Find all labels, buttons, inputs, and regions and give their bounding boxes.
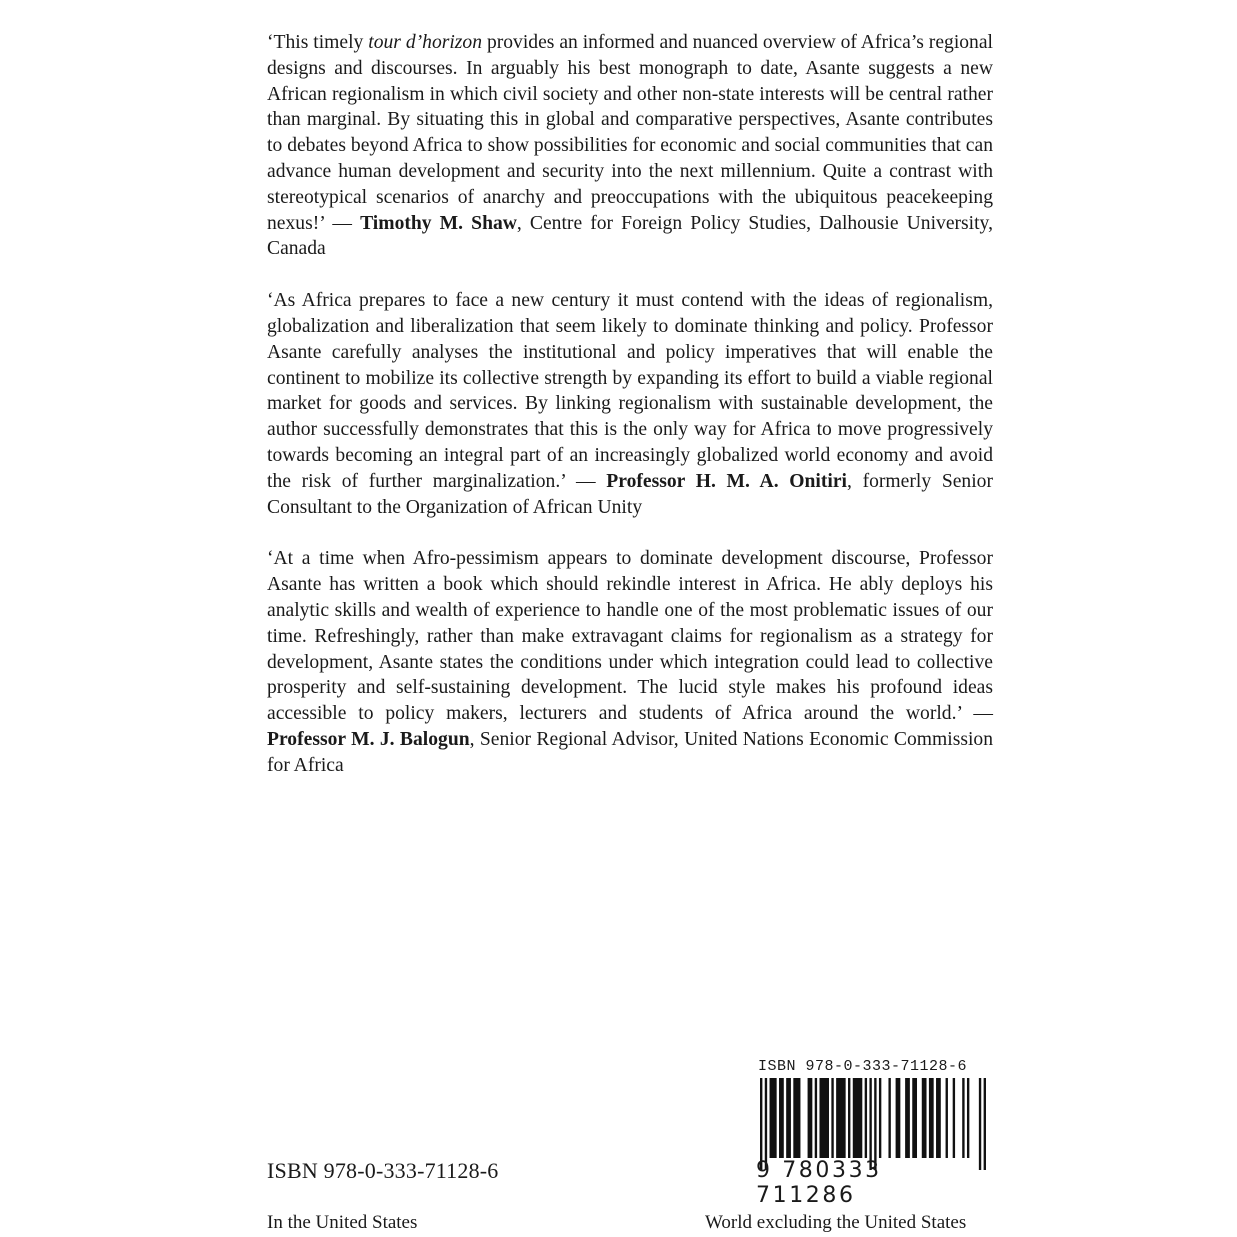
barcode-bar (836, 1078, 846, 1158)
barcode-bar (831, 1078, 833, 1158)
isbn: ISBN 978-0-333-71128-6 (267, 1158, 499, 1183)
barcode-bar (779, 1078, 784, 1158)
endorsement-onitiri (267, 288, 993, 520)
barcode-bar (848, 1078, 850, 1158)
barcode (748, 1058, 993, 1208)
barcode-bar (953, 1078, 955, 1158)
barcode-bar (874, 1078, 876, 1170)
barcode-bars (756, 1078, 988, 1170)
quote-italic: tour d’horizon (368, 32, 483, 53)
market-us: In the United States (267, 1212, 418, 1233)
quote-author: Timothy M. Shaw (360, 212, 517, 234)
quote-author: Professor M. J. Balogun (267, 728, 470, 750)
barcode-bar (760, 1078, 762, 1170)
quote-text: provides an informed and nuanced overview of Africa’s regional designs and discourses. In arguably his best monograph to date, Asante suggests a new African regionalism in which civil society and other non-state interests will be central rather than marginal. By situating this in global and comparative perspectives, Asante contributes to debates beyond Africa to show possibilities for economic and social communities that can advance human development and security into the next millennium. Quite a contrast with stereotypical scenarios of anarchy and preoccupations with the ubiquitous peacekeeping nexus!’ — (267, 32, 993, 234)
barcode-bar (946, 1078, 948, 1158)
barcode-isbn-label: ISBN 978-0-333-71128-6 (758, 1058, 968, 1075)
quote-text: ‘At a time when Afro-pessimism appears to dominate development discourse, Professor Asante has written a book which should rekindle interest in Africa. He ably deploys his analytic skills and wealth of experience to handle one of the most problematic issues of our time. Refreshingly, rather than make extravagant claims for regionalism as a strategy for development, Asante states the conditions under which integration could lead to collective prosperity and self-sustaining development. The lucid style makes his profound ideas accessible to policy makers, lecturers and students of Africa around the world.’ — (267, 548, 993, 725)
barcode-bar (808, 1078, 813, 1158)
quote-affiliation: , Centre for Foreign Policy Studies, Dalhousie University, Canada (267, 212, 993, 260)
barcode-bar (793, 1078, 800, 1158)
barcode-bar (905, 1078, 910, 1158)
barcode-bar (912, 1078, 917, 1158)
quote-text: ‘As Africa prepares to face a new century it must contend with the ideas of regionalism, globalization and liberalization that seem likely to dominate thinking and policy. Professor Asante carefully analyses the institutional and policy imperatives that will enable the continent to mobilize its collective strength by expanding its effort to build a viable regional market for goods and services. By linking regionalism with sustainable development, the author successfully demonstrates that this is the only way for Africa to move progressively towards becoming an integral part of an increasingly globalized world economy and avoid the risk of further marginalization.’ — (267, 290, 993, 492)
quote-text: ‘This timely (267, 32, 369, 53)
barcode-bar (984, 1078, 986, 1170)
barcode-bar (853, 1078, 863, 1158)
barcode-bar (922, 1078, 927, 1158)
quote-author: Professor H. M. A. Onitiri (606, 470, 847, 492)
barcode-bar (765, 1078, 767, 1170)
barcode-bar (962, 1078, 964, 1158)
endorsement-shaw (267, 30, 993, 262)
quote-affiliation: , Senior Regional Advisor, United Nations Economic Commission for Africa (267, 728, 993, 776)
barcode-bar (869, 1078, 871, 1170)
barcode-bar (896, 1078, 901, 1158)
barcode-bar (967, 1078, 969, 1158)
barcode-bar (979, 1078, 981, 1170)
barcode-bar (815, 1078, 817, 1158)
endorsement-balogun (267, 546, 993, 778)
barcode-bar (786, 1078, 791, 1158)
barcode-bar (819, 1078, 829, 1158)
barcode-bar (865, 1078, 867, 1158)
barcode-bar (929, 1078, 934, 1158)
market-world: World excluding the United States (705, 1212, 967, 1233)
barcode-bar (936, 1078, 941, 1158)
endorsements (267, 30, 993, 805)
barcode-bar (879, 1078, 881, 1158)
quote-affiliation: , formerly Senior Consultant to the Organization of African Unity (267, 470, 993, 518)
barcode-digits: 9 780333 711286 (756, 1158, 882, 1208)
barcode-bar (770, 1078, 777, 1158)
barcode-bar (888, 1078, 890, 1158)
